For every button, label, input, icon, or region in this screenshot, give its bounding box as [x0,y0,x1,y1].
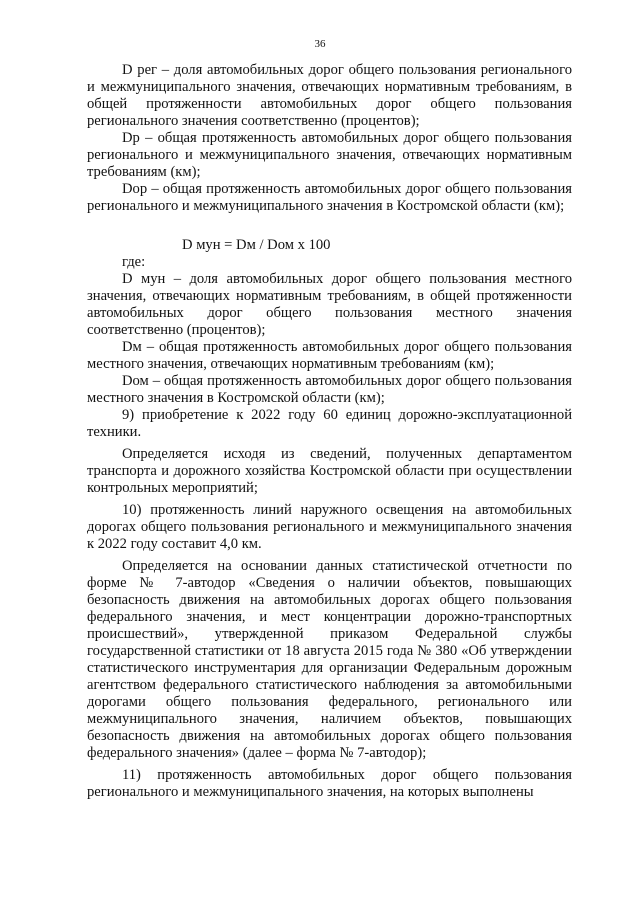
document-body [87,62,572,801]
item-9-method: Определяется исходя из сведений, полученных департаментом транспорта и дорожного хозяйства Костромской области при осуществлении контрольных мероприятий; [87,446,572,496]
item-10-method: Определяется на основании данных статистической отчетности по форме № 7-автодор «Сведения о наличии объектов, повышающих безопасность движения на автомобильных дорогах общего пользования федерального значения, и мест концентрации дорожно-транспортных происшествий», утвержденной приказом Федеральной службы государственной статистики от 18 августа 2015 года № 380 «Об утверждении статистического инструментария для организации Федеральным дорожным агентством федерального статистического наблюдения за автомобильными дорогами общего пользования федерального, регионального или межмуниципального значения, наличием объектов, повышающих безопасность движения на автомобильных дорогах общего пользования федерального значения» (далее – форма № 7-автодор); [87,558,572,761]
definition-d-r: Dр – общая протяженность автомобильных дорог общего пользования регионального и межмуниципального значения, отвечающих нормативным требованиям (км); [87,130,572,180]
where-label: где: [122,254,146,270]
definition-d-m: Dм – общая протяженность автомобильных дорог общего пользования местного значения, отвечающих нормативным требованиям (км); [87,339,572,372]
definition-d-or: Dор – общая протяженность автомобильных дорог общего пользования регионального и межмуниципального значения в Костромской области (км); [87,181,572,214]
definition-d-mun: D мун – доля автомобильных дорог общего пользования местного значения, отвечающих нормативным требованиям, в общей протяженности автомобильных дорог общего пользования местного значения соответственно (процентов); [87,271,572,338]
item-11: 11) протяженность автомобильных дорог общего пользования регионального и межмуниципального значения, на которых выполнены [87,767,572,800]
item-9: 9) приобретение к 2022 году 60 единиц дорожно-эксплуатационной техники. [87,407,572,440]
formula-d-mun: D мун = Dм / Dом х 100 [182,237,331,253]
item-10: 10) протяженность линий наружного освещения на автомобильных дорогах общего пользования регионального и межмуниципального значения к 2022 году составит 4,0 км. [87,502,572,552]
page-number: 36 [314,38,326,50]
definition-d-reg: D рег – доля автомобильных дорог общего пользования регионального и межмуниципального значения, отвечающих нормативным требованиям, в общей протяженности автомобильных дорог общего пользования регионального значения соответственно (процентов); [87,62,572,129]
definition-d-om: Dом – общая протяженность автомобильных дорог общего пользования местного значения в Костромской области (км); [87,373,572,406]
